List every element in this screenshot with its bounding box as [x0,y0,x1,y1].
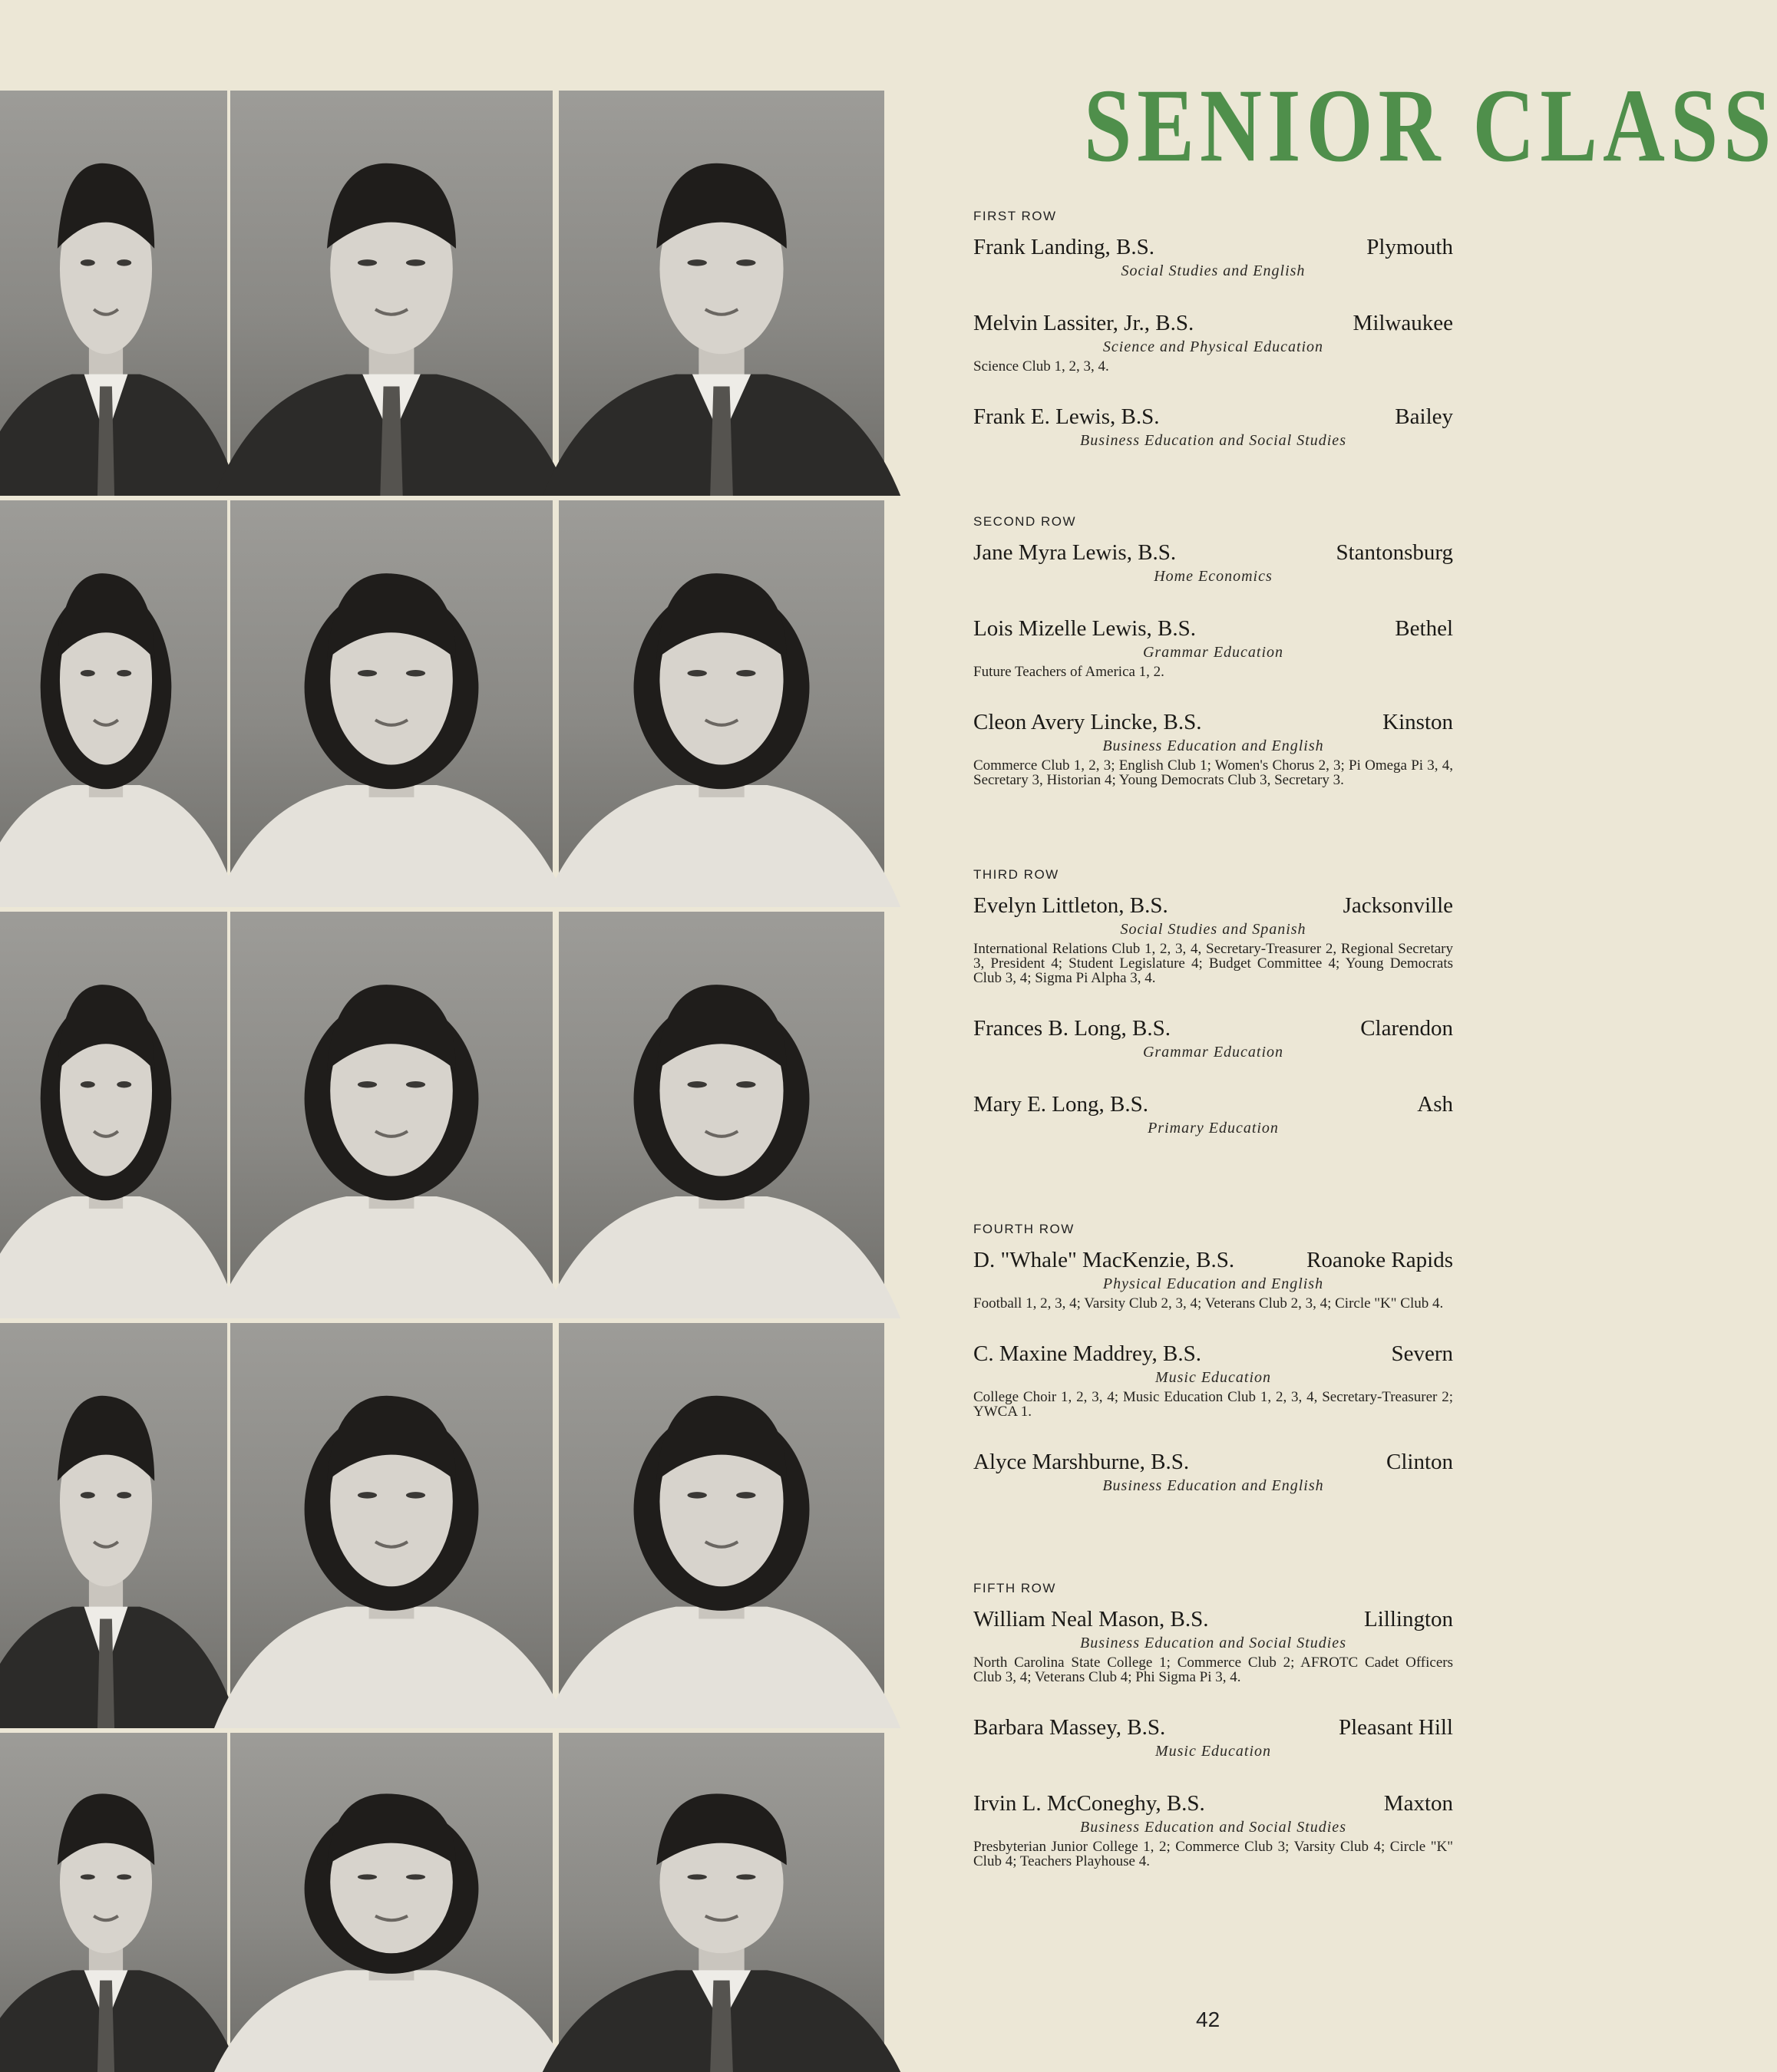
portrait-photo [559,91,884,496]
student-entry [973,235,1453,280]
major: Physical Education and English [1102,1275,1324,1292]
row-section-second [973,514,1453,787]
portrait-photo [0,1733,227,2072]
student-name: Cleon Avery Lincke, B.S. [973,710,1202,734]
activities: Football 1, 2, 3, 4; Varsity Club 2, 3, 4; Veterans Club 2, 3, 4; Circle "K" Club 4. [973,1295,1444,1311]
hometown: Roanoke Rapids [1306,1248,1453,1272]
student-name: Lois Mizelle Lewis, B.S. [973,616,1196,641]
major: Home Economics [1154,568,1273,585]
major: Social Studies and Spanish [1120,921,1306,938]
major: Grammar Education [1142,644,1284,661]
student-name: Mary E. Long, B.S. [973,1092,1148,1117]
activities: Commerce Club 1, 2, 3; English Club 1; Women's Chorus 2, 3; Pi Omega Pi 3, 4, Secretary 3, Historian 4; Young Democrats Club 3, Secretary 3. [973,757,1453,788]
student-name: William Neal Mason, B.S. [973,1607,1209,1632]
page-number: 42 [1196,2008,1220,2031]
student-entry [973,1450,1453,1495]
row-heading: FOURTH ROW [973,1222,1075,1236]
portrait-photo [230,500,553,907]
portrait-photo [559,912,884,1318]
row-section-fifth [973,1581,1453,1869]
student-entry [973,540,1453,586]
portrait-photo [230,912,553,1318]
student-name: Melvin Lassiter, Jr., B.S. [973,311,1194,335]
student-entry [973,1715,1453,1760]
hometown: Kinston [1382,710,1453,734]
student-entry [973,1248,1453,1311]
portrait-photo [559,500,884,907]
major: Business Education and Social Studies [1080,1819,1346,1836]
student-name: Barbara Massey, B.S. [973,1715,1166,1740]
major: Business Education and Social Studies [1080,1635,1346,1651]
activities: College Choir 1, 2, 3, 4; Music Education Club 1, 2, 3, 4, Secretary-Treasurer 2; YWCA 1. [973,1389,1453,1420]
row-section-fourth [973,1222,1453,1495]
portrait-photo [0,91,227,496]
major: Business Education and Social Studies [1080,432,1346,449]
student-name: Frank E. Lewis, B.S. [973,404,1160,429]
hometown: Jacksonville [1343,893,1453,918]
student-name: C. Maxine Maddrey, B.S. [973,1341,1201,1366]
student-name: Irvin L. McConeghy, B.S. [973,1791,1205,1816]
hometown: Bethel [1395,616,1453,641]
student-entry [973,1092,1453,1137]
portrait-photo [0,1323,227,1728]
portrait-photo [230,91,553,496]
student-name: Frances B. Long, B.S. [973,1016,1171,1041]
activities: Science Club 1, 2, 3, 4. [973,358,1109,374]
student-name: Jane Myra Lewis, B.S. [973,540,1177,565]
student-name: Alyce Marshburne, B.S. [973,1450,1190,1474]
major: Primary Education [1148,1120,1279,1137]
hometown: Clinton [1386,1450,1453,1474]
row-heading: SECOND ROW [973,514,1076,529]
activities: International Relations Club 1, 2, 3, 4, Secretary-Treasurer 2, Regional Secretary 3, President 4; Student Legislature 4; Budget Committee 4; Young Democrats Club 3, 4; Sigma Pi Alpha 3, 4. [973,941,1453,986]
major: Social Studies and English [1121,262,1306,279]
activities: North Carolina State College 1; Commerce Club 2; AFROTC Cadet Officers Club 3, 4; Veterans Club 4; Phi Sigma Pi 3, 4. [973,1655,1453,1685]
student-entry [973,311,1453,374]
portrait-photo [559,1733,884,2072]
portrait-photo [230,1733,553,2072]
portrait-photo [559,1323,884,1728]
student-entry [973,616,1453,679]
student-entry [973,404,1453,450]
student-entry [973,710,1453,787]
student-name: Frank Landing, B.S. [973,235,1155,259]
major: Music Education [1154,1369,1272,1386]
hometown: Clarendon [1360,1016,1453,1041]
hometown: Bailey [1395,404,1453,429]
activities: Future Teachers of America 1, 2. [973,664,1164,680]
portrait-photo [0,912,227,1318]
row-heading: FIFTH ROW [973,1581,1056,1595]
hometown: Maxton [1383,1791,1453,1816]
hometown: Stantonsburg [1336,540,1453,565]
student-entry [973,1016,1453,1061]
student-name: Evelyn Littleton, B.S. [973,893,1168,918]
major: Business Education and English [1102,737,1324,754]
hometown: Lillington [1364,1607,1453,1632]
row-section-first [973,209,1453,450]
student-entry [973,1607,1453,1684]
major: Science and Physical Education [1102,338,1324,355]
row-heading: THIRD ROW [973,867,1059,882]
activities: Presbyterian Junior College 1, 2; Commerce Club 3; Varsity Club 4; Circle "K" Club 4; Teachers Playhouse 4. [973,1839,1453,1869]
hometown: Milwaukee [1353,311,1453,335]
student-name: D. "Whale" MacKenzie, B.S. [973,1248,1235,1272]
hometown: Pleasant Hill [1338,1715,1453,1740]
portrait-photo [0,500,227,907]
major: Business Education and English [1102,1477,1324,1494]
page-title: SENIOR CLASS [1084,68,1777,184]
student-entry [973,1341,1453,1419]
student-entry [973,893,1453,985]
major: Music Education [1154,1743,1272,1760]
row-heading: FIRST ROW [973,209,1057,223]
portrait-photo [230,1323,553,1728]
hometown: Ash [1417,1092,1453,1117]
major: Grammar Education [1142,1044,1284,1061]
row-section-third [973,867,1453,1137]
hometown: Plymouth [1366,235,1453,259]
student-entry [973,1791,1453,1869]
hometown: Severn [1391,1341,1453,1366]
